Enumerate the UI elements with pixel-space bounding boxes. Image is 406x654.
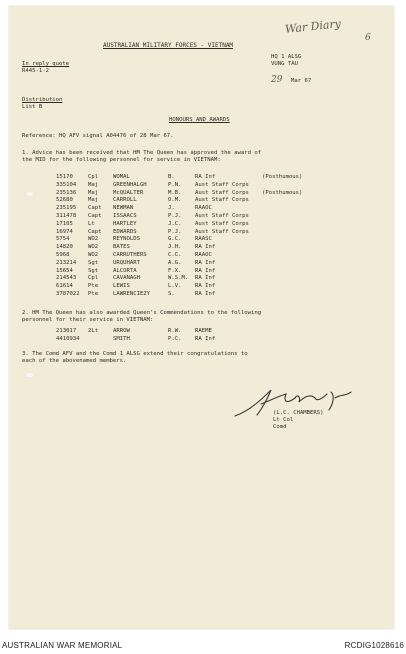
initials: R.W. [168, 328, 182, 334]
service-number: 5968 [56, 252, 70, 258]
rank: Lt [88, 220, 95, 227]
note: (Posthumous) [262, 189, 303, 196]
initials: O.M. [168, 197, 182, 204]
surname: URQUHART [113, 259, 140, 266]
initials: P.N. [168, 181, 182, 188]
war-diary-annotation: War Diary [284, 17, 342, 36]
surname: CAVANAGH [113, 275, 140, 282]
personnel-row [9, 213, 394, 220]
service-number: 213017 [56, 328, 77, 334]
para1-line2: the MID for the following personnel for service in VIETNAM: [22, 157, 221, 163]
service-number: 213214 [56, 259, 77, 266]
surname: LEWIS [113, 283, 130, 290]
service-number: 14820 [56, 244, 73, 251]
reference-line: Reference: HQ AFV signal A04476 of 28 Mar 67. [22, 133, 174, 139]
para2-line1: 2. HM The Queen has also awarded Queen's Commendations to the following [22, 310, 262, 316]
surname: REYNOLDS [113, 236, 140, 243]
personnel-row [9, 244, 394, 251]
corps: RAAOC [195, 205, 212, 212]
surname: NEWMAN [113, 205, 134, 212]
surname: CARRUTHERS [113, 252, 147, 258]
distribution-label: Distribution [22, 97, 63, 103]
reply-label: In reply quote [22, 61, 70, 67]
corps: RAEME [195, 328, 212, 334]
signatory-rank: Lt Col [273, 417, 294, 423]
unit-name: HQ 1 ALSG [271, 54, 302, 60]
corps: RA Inf [195, 259, 216, 266]
corps: RA Inf [195, 291, 216, 297]
reply-reference: R445-1-2 [22, 68, 49, 74]
document-page [9, 6, 394, 629]
subject-heading: HONOURS AND AWARDS [169, 117, 230, 123]
service-number: 15170 [56, 174, 73, 180]
initials: P.C. [168, 335, 182, 342]
corps: RA Inf [195, 174, 216, 180]
corps: Aust Staff Corps [195, 220, 249, 227]
corps: RAAOC [195, 252, 212, 258]
rank: Pte [88, 291, 99, 297]
corps: Aust Staff Corps [195, 197, 249, 204]
surname: BATES [113, 244, 130, 251]
folio-number: 6 [365, 33, 371, 43]
para3-line2: each of the abovenamed members. [22, 358, 127, 364]
service-number: 214543 [56, 275, 77, 282]
service-number: 4410934 [56, 335, 80, 342]
initials: L.V. [168, 283, 182, 290]
rank: Cpl [88, 174, 99, 180]
corps: RA Inf [195, 267, 216, 274]
rank: Sgt [88, 267, 99, 274]
corps: RAASC [195, 236, 212, 243]
punch-hole-bottom [25, 372, 34, 378]
surname: ISSAACS [113, 213, 137, 219]
rank: Maj [88, 189, 99, 196]
personnel-row [9, 174, 394, 181]
distribution-list: List B [22, 104, 43, 110]
personnel-row [9, 205, 394, 212]
personnel-row [9, 291, 394, 298]
para3-line1: 3. The Comd AFV and the Comd 1 ALSG extend their congratulations to [22, 351, 248, 357]
document-title: AUSTRALIAN MILITARY FORCES - VIETNAM [103, 42, 234, 49]
corps: Aust Staff Corps [195, 189, 249, 196]
service-number: 235136 [56, 189, 77, 196]
rank: Capt [88, 228, 102, 235]
surname: WOMAL [113, 174, 130, 180]
personnel-row [9, 252, 394, 259]
surname: SMITH [113, 335, 130, 342]
service-number: 15654 [56, 267, 73, 274]
surname: LAWRENCIEZY [113, 291, 151, 297]
corps: Aust Staff Corps [195, 181, 249, 188]
service-number: 52680 [56, 197, 73, 204]
corps: RA Inf [195, 244, 216, 251]
rank: Capt [88, 213, 102, 219]
date-day: 29 [271, 75, 283, 85]
initials: G.C. [168, 236, 182, 243]
initials: J.C. [168, 220, 182, 227]
punch-hole-top [25, 191, 34, 197]
personnel-row [9, 190, 394, 197]
para2-line2: personnel for their service in VIETNAM: [22, 317, 154, 323]
corps: RA Inf [195, 283, 216, 290]
service-number: 335104 [56, 181, 77, 188]
initials: M.B. [168, 189, 182, 196]
footer-record-id: RCDIG1028616 [344, 641, 404, 650]
surname: GREENHALGH [113, 181, 147, 188]
service-number: 17105 [56, 220, 73, 227]
rank: WO2 [88, 244, 99, 251]
service-number: 3787022 [56, 291, 80, 297]
initials: A.G. [168, 259, 182, 266]
personnel-row [9, 268, 394, 275]
personnel-row [9, 197, 394, 204]
initials: S. [168, 291, 175, 297]
surname: ALCORTA [113, 267, 137, 274]
personnel-row [9, 275, 394, 282]
surname: HARTLEY [113, 220, 137, 227]
personnel-row [9, 182, 394, 189]
corps: RA Inf [195, 335, 216, 342]
initials: P.J. [168, 228, 182, 235]
initials: J.H. [168, 244, 182, 251]
initials: B. [168, 174, 175, 180]
rank: Sgt [88, 259, 99, 266]
initials: P.J. [168, 213, 182, 219]
initials: W.S.M. [168, 275, 189, 282]
signatory-name: (L.C. CHAMBERS) [273, 410, 324, 416]
initials: J. [168, 205, 175, 212]
note: (Posthumous) [262, 174, 303, 180]
corps: Aust Staff Corps [195, 228, 249, 235]
service-number: 16974 [56, 228, 73, 235]
personnel-row [9, 229, 394, 236]
service-number: 61614 [56, 283, 73, 290]
para1-line1: 1. Advice has been received that HM The Queen has approved the award of [22, 150, 262, 156]
service-number: 235195 [56, 205, 77, 212]
rank: Cpl [88, 275, 99, 282]
date-month-year: Mar 67 [291, 78, 312, 84]
corps: RA Inf [195, 275, 216, 282]
personnel-row [9, 328, 394, 335]
rank: WO2 [88, 252, 99, 258]
personnel-row [9, 221, 394, 228]
signatory-role: Comd [273, 424, 287, 430]
personnel-row [9, 236, 394, 243]
surname: ARROW [113, 328, 130, 334]
rank: Maj [88, 197, 99, 204]
rank: 2Lt [88, 328, 99, 334]
personnel-row [9, 336, 394, 343]
initials: F.X. [168, 267, 182, 274]
corps: Aust Staff Corps [195, 213, 249, 219]
rank: Capt [88, 205, 102, 212]
unit-location: VUNG TAU [271, 61, 298, 67]
personnel-row [9, 260, 394, 267]
rank: Pte [88, 283, 99, 290]
footer-source: AUSTRALIAN WAR MEMORIAL [2, 641, 123, 650]
rank: WO2 [88, 236, 99, 243]
initials: C.C. [168, 252, 182, 258]
rank: Maj [88, 181, 99, 188]
service-number: 5754 [56, 236, 70, 243]
surname: McQUALTER [113, 189, 144, 196]
service-number: 311478 [56, 213, 77, 219]
personnel-row [9, 283, 394, 290]
surname: EDWARDS [113, 228, 137, 235]
surname: CARROLL [113, 197, 137, 204]
